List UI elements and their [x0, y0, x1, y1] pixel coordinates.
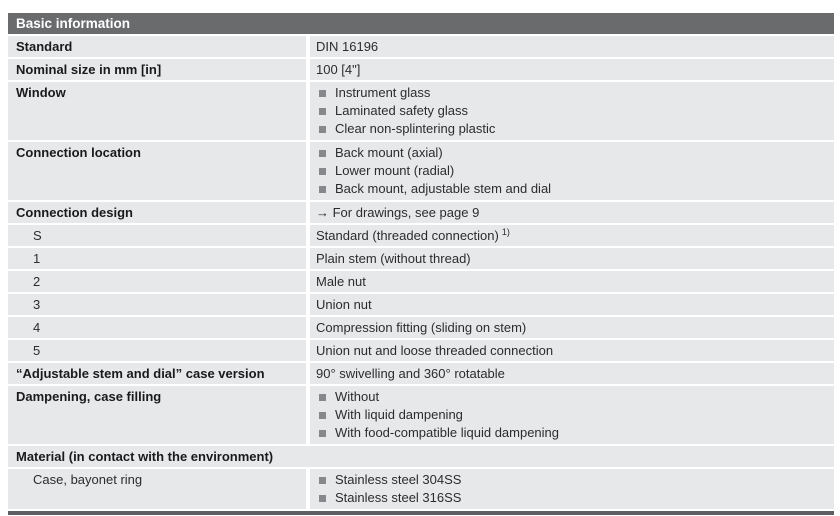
row-value-cell	[310, 82, 834, 140]
row-label	[8, 386, 306, 444]
bullet-item	[310, 144, 834, 162]
table-row	[8, 317, 834, 338]
row-value-cell	[310, 386, 834, 444]
bullet-item	[310, 489, 834, 507]
bullet-item	[310, 180, 834, 198]
bullet-item-text: Laminated safety glass	[335, 103, 468, 118]
bullet-square-icon	[319, 186, 326, 193]
row-label	[8, 142, 306, 200]
bullet-item-text: Back mount, adjustable stem and dial	[335, 181, 552, 196]
row-label-text: 5	[33, 343, 41, 358]
row-label	[8, 340, 306, 361]
row-label-text: 2	[33, 274, 41, 289]
table-row	[8, 36, 834, 57]
bullet-square-icon	[319, 412, 326, 419]
table-title: Basic information	[8, 13, 834, 34]
row-value-text: 90° swivelling and 360° rotatable	[316, 366, 505, 381]
bullet-item	[310, 471, 834, 489]
row-label-text: Window	[16, 85, 66, 100]
bullet-item	[310, 388, 834, 406]
bullet-item-text: Clear non-splintering plastic	[335, 121, 496, 136]
row-value-cell	[310, 363, 834, 384]
footnote-marker: 1)	[501, 226, 510, 237]
table-row	[8, 59, 834, 80]
row-label-text: Nominal size in mm [in]	[16, 62, 162, 77]
row-label	[8, 202, 306, 223]
row-value-cell	[310, 225, 834, 246]
row-label	[8, 294, 306, 315]
row-label	[8, 82, 306, 140]
row-label	[8, 36, 306, 57]
bullet-square-icon	[319, 150, 326, 157]
row-label	[8, 271, 306, 292]
row-value-cell	[310, 469, 834, 509]
bullet-square-icon	[319, 430, 326, 437]
row-value-text: 100 [4"]	[316, 62, 361, 77]
table-row	[8, 294, 834, 315]
table-row	[8, 202, 834, 223]
row-label-text: Connection design	[16, 205, 133, 220]
bullet-square-icon	[319, 126, 326, 133]
row-label	[8, 317, 306, 338]
table-row	[8, 363, 834, 384]
bullet-item	[310, 120, 834, 138]
bullet-item	[310, 424, 834, 442]
row-value-cell	[310, 142, 834, 200]
row-label-text: 4	[33, 320, 41, 335]
row-label-text: Dampening, case filling	[16, 389, 162, 404]
row-label-text: Case, bayonet ring	[33, 472, 143, 487]
bullet-item	[310, 84, 834, 102]
row-value-text: Plain stem (without thread)	[316, 251, 471, 266]
row-value-cell	[310, 294, 834, 315]
bullet-item-text: With food-compatible liquid dampening	[335, 425, 560, 440]
row-value-cell	[310, 340, 834, 361]
table-row	[8, 386, 834, 444]
bullet-square-icon	[319, 108, 326, 115]
bullet-square-icon	[319, 168, 326, 175]
row-value-text: Compression fitting (sliding on stem)	[316, 320, 527, 335]
row-label	[8, 225, 306, 246]
bullet-item	[310, 162, 834, 180]
row-label-text: Standard	[16, 39, 73, 54]
bullet-square-icon	[319, 495, 326, 502]
table-row	[8, 225, 834, 246]
bullet-item-text: Lower mount (radial)	[335, 163, 455, 178]
row-label-text: S	[33, 228, 42, 243]
table-row	[8, 340, 834, 361]
bullet-square-icon	[319, 90, 326, 97]
row-label	[8, 469, 306, 509]
bullet-square-icon	[319, 394, 326, 401]
table-row	[8, 248, 834, 269]
row-value-cell	[310, 59, 834, 80]
table-body	[8, 36, 834, 509]
table-bottom-border	[8, 511, 834, 515]
row-label-text: Connection location	[16, 145, 141, 160]
row-value-text: Union nut	[316, 297, 372, 312]
table-row	[8, 82, 834, 140]
row-value-cell	[310, 271, 834, 292]
row-label	[8, 248, 306, 269]
bullet-item-text: Stainless steel 316SS	[335, 490, 462, 505]
row-label	[8, 59, 306, 80]
bullet-item-text: With liquid dampening	[335, 407, 463, 422]
row-value-cell	[310, 36, 834, 57]
row-label-text: “Adjustable stem and dial” case version	[16, 366, 265, 381]
row-label-text: 1	[33, 251, 41, 266]
table-row	[8, 446, 834, 467]
bullet-item-text: Stainless steel 304SS	[335, 472, 462, 487]
table-row	[8, 469, 834, 509]
row-value-cell	[310, 202, 834, 223]
row-value-text: Standard (threaded connection)	[316, 228, 499, 243]
bullet-item-text: Without	[335, 389, 380, 404]
row-value-cell	[310, 317, 834, 338]
bullet-item	[310, 406, 834, 424]
bullet-item-text: Back mount (axial)	[335, 145, 443, 160]
row-label	[8, 363, 306, 384]
row-value-text: Male nut	[316, 274, 366, 289]
bullet-square-icon	[319, 477, 326, 484]
row-value-text: Union nut and loose threaded connection	[316, 343, 554, 358]
row-value-text: DIN 16196	[316, 39, 379, 54]
row-value-cell	[310, 248, 834, 269]
row-label-text: 3	[33, 297, 41, 312]
bullet-item-text: Instrument glass	[335, 85, 431, 100]
basic-information-table	[8, 13, 834, 515]
table-row	[8, 271, 834, 292]
row-value-text: → For drawings, see page 9	[316, 205, 480, 220]
table-row	[8, 142, 834, 200]
section-label: Material (in contact with the environment)	[8, 446, 834, 467]
bullet-item	[310, 102, 834, 120]
